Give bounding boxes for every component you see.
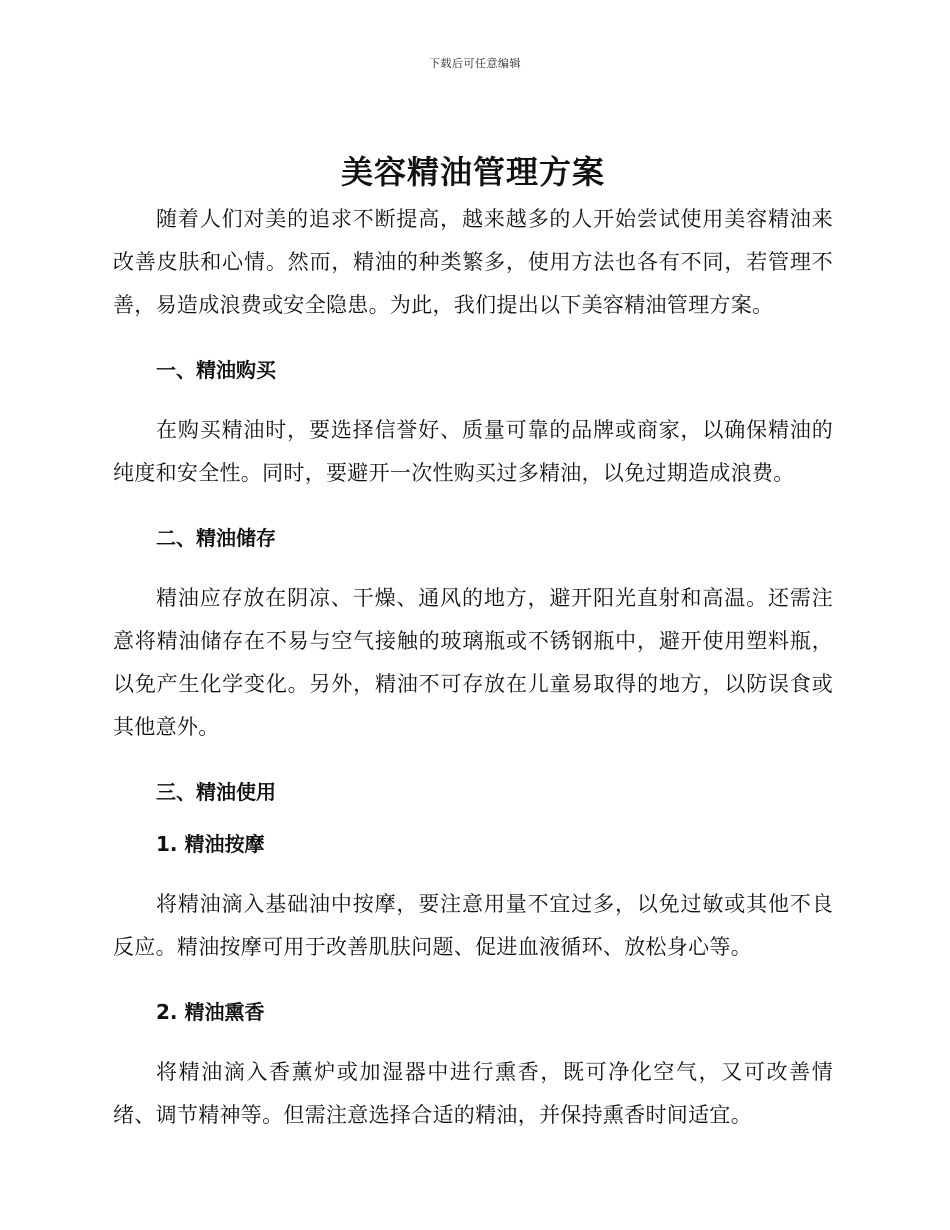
- section-heading-storage: 二、精油储存: [156, 526, 276, 550]
- section-paragraph-storage: 精油应存放在阴凉、干燥、通风的地方，避开阳光直射和高温。还需注意将精油储存在不易与空气接触的玻璃瓶或不锈钢瓶中，避开使用塑料瓶，以免产生化学变化。另外，精油不可存放在儿童易取得的地方，以防误食或其他意外。: [113, 586, 833, 739]
- document-body: [113, 150, 833, 1137]
- intro-paragraph: 随着人们对美的追求不断提高，越来越多的人开始尝试使用美容精油来改善皮肤和心情。然而，精油的种类繁多，使用方法也各有不同，若管理不善，易造成浪费或安全隐患。为此，我们提出以下美容精油管理方案。: [113, 207, 833, 317]
- subsection-paragraph-massage: 将精油滴入基础油中按摩，要注意用量不宜过多，以免过敏或其他不良反应。精油按摩可用于改善肌肤问题、促进血液循环、放松身心等。: [113, 892, 833, 959]
- header-note: 下载后可任意编辑: [429, 57, 521, 70]
- section-heading-usage: 三、精油使用: [156, 780, 276, 804]
- section-heading-purchase: 一、精油购买: [156, 358, 276, 382]
- subsection-heading-massage: 1. 精油按摩: [156, 832, 265, 856]
- document-title: 美容精油管理方案: [340, 153, 605, 191]
- subsection-paragraph-aroma: 将精油滴入香薰炉或加湿器中进行熏香，既可净化空气，又可改善情绪、调节精神等。但需注意选择合适的精油，并保持熏香时间适宜。: [113, 1060, 833, 1127]
- section-paragraph-purchase: 在购买精油时，要选择信誉好、质量可靠的品牌或商家，以确保精油的纯度和安全性。同时，要避开一次性购买过多精油，以免过期造成浪费。: [113, 418, 833, 485]
- subsection-heading-aroma: 2. 精油熏香: [156, 1000, 265, 1024]
